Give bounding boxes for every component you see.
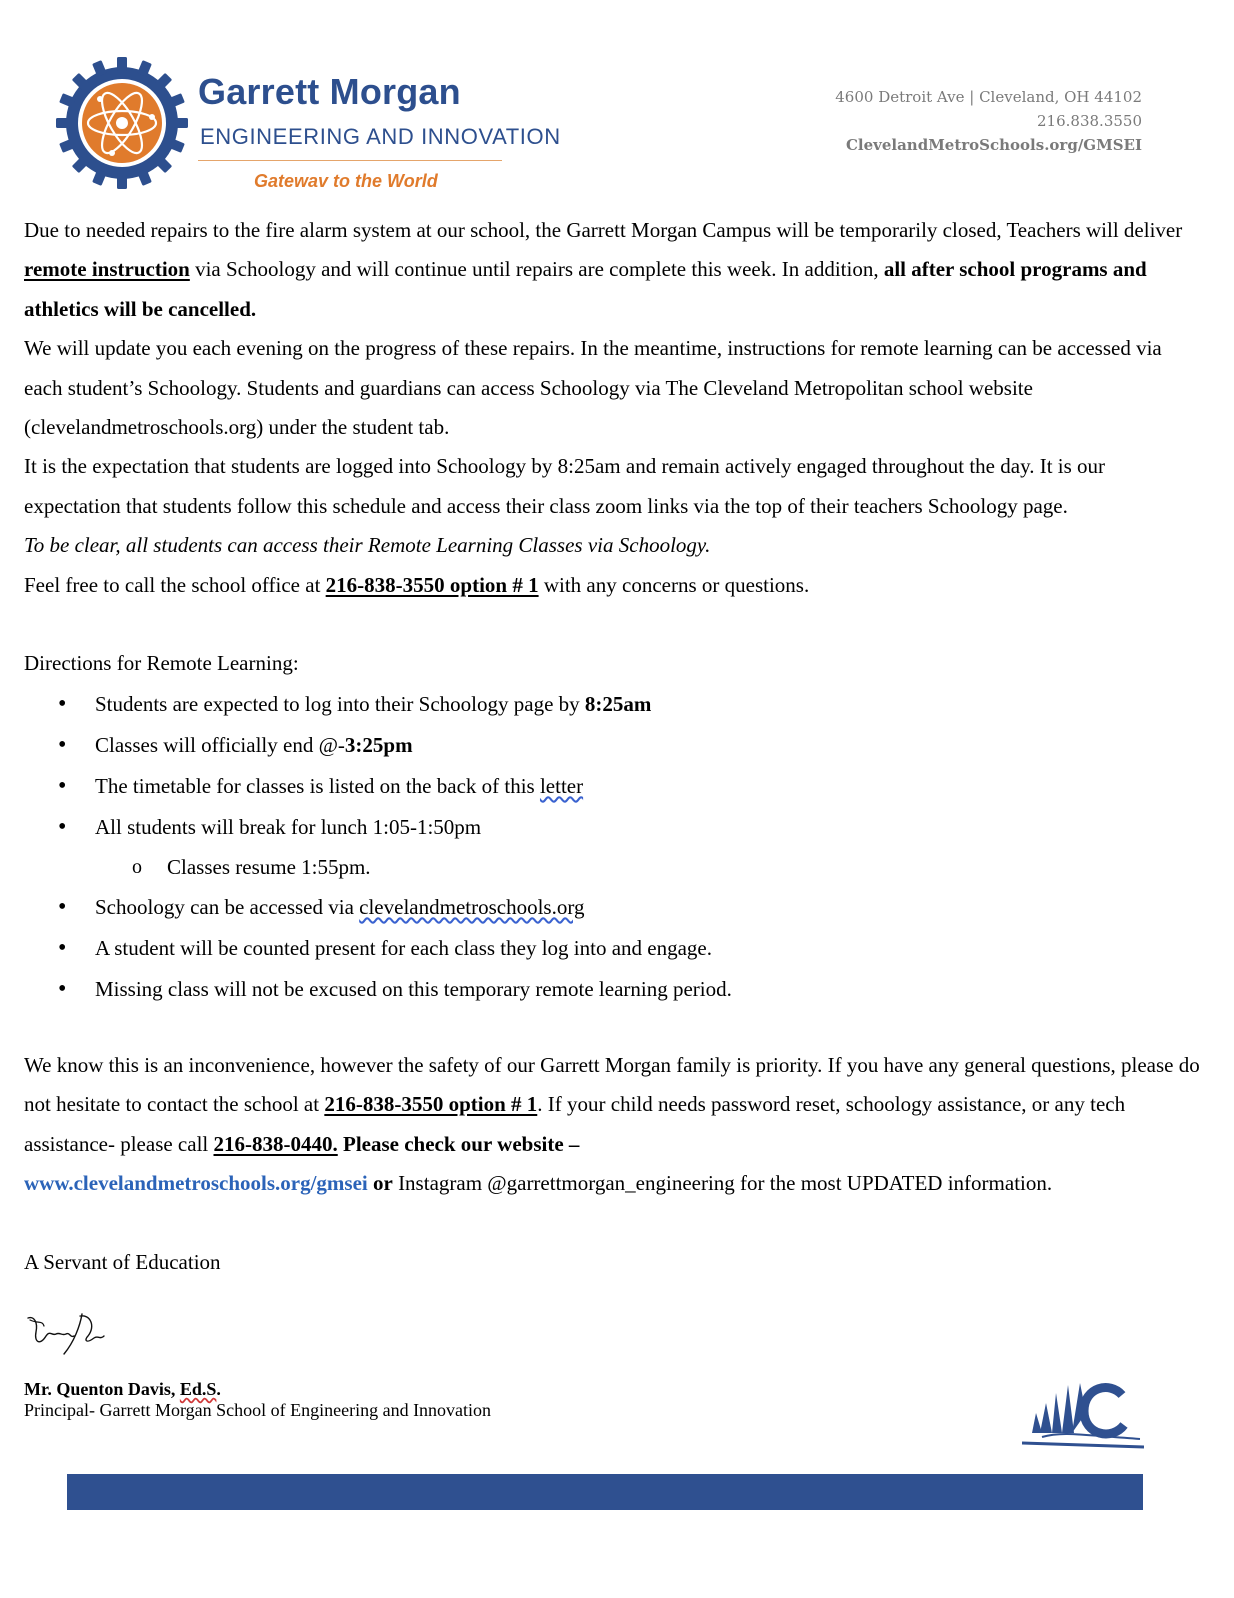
instagram-text: Instagram @garrettmorgan_engineering for the most UPDATED information.	[392, 1171, 1053, 1196]
spacer	[24, 1010, 1204, 1046]
list-item-text: Classes will officially end @-	[95, 732, 345, 757]
spacer	[24, 1203, 1204, 1242]
list-item	[24, 725, 1204, 766]
school-website-link[interactable]: www.clevelandmetroschools.org/gmsei	[24, 1171, 368, 1196]
login-time: 8:25am	[584, 691, 652, 716]
logo-tagline: Gatewav to the World	[254, 171, 438, 191]
intro-text-cont: via Schoology and will continue until repairs are complete this week. In addition,	[189, 257, 884, 282]
letter-word: letter	[539, 773, 584, 798]
salutation: A Servant of Education	[24, 1249, 221, 1274]
cancellation-notice: all after school programs and athletics will be cancelled.	[24, 257, 1147, 321]
letter-body	[24, 211, 1204, 1282]
schoology-site-link[interactable]: clevelandmetroschools.org	[359, 894, 585, 919]
school-phone: 216.838.3550	[1037, 112, 1142, 130]
list-item-text: Students are expected to log into their Schoology page by	[95, 691, 585, 716]
principal-name-text: Mr. Quenton Davis,	[24, 1379, 180, 1399]
list-item	[24, 887, 1204, 928]
period: .	[216, 1379, 221, 1399]
list-item-text: Schoology can be accessed via	[95, 894, 360, 919]
list-item-text: All students will break for lunch 1:05-1:50pm	[95, 814, 482, 839]
website-prompt: Please check our website –	[337, 1131, 580, 1156]
list-item-text: Missing class will not be excused on this temporary remote learning period.	[95, 976, 732, 1001]
directions-list	[24, 684, 1204, 1010]
or-word: or	[367, 1171, 393, 1196]
school-website: ClevelandMetroSchools.org/GMSEI	[845, 136, 1142, 154]
signature-image	[24, 1302, 108, 1360]
school-phone-number: 216-838-3550 option # 1	[324, 1092, 538, 1117]
degree-abbrev: Ed.S	[179, 1379, 217, 1399]
clarification-line	[24, 526, 1204, 565]
list-item-text: The timetable for classes is listed on the back of this	[95, 773, 540, 798]
district-logo-icon	[1022, 1373, 1144, 1451]
logo-divider	[198, 160, 502, 161]
directions-heading: Directions for Remote Learning:	[24, 651, 299, 676]
gear-atom-logo-icon	[55, 56, 189, 190]
closing-text-cont: . If your child needs password reset, schoology assistance, or any tech assistance- please call	[24, 1092, 1126, 1156]
school-name-logo-text: Garrett Morgan	[198, 71, 461, 112]
closing-text: We know this is an inconvenience, however the safety of our Garrett Morgan family is priority. If you have any general questions, please do not hesitate to contact the school at	[24, 1052, 1200, 1117]
footer-bar	[67, 1474, 1143, 1510]
list-item	[24, 684, 1204, 725]
contact-text-cont: with any concerns or questions.	[538, 572, 810, 597]
clarification-text: To be clear, all students can access their Remote Learning Classes via Schoology.	[24, 533, 711, 558]
update-paragraph: We will update you each evening on the progress of these repairs. In the meantime, instructions for remote learning can be accessed via each student’s Schoology. Students and guardians can access Schoology via The Cleveland Metropolitan school website (clevelandmetroschools.org) under the student tab.	[24, 336, 1162, 440]
remote-instruction-emphasis: remote instruction	[24, 257, 190, 282]
end-time: 3:25pm	[344, 732, 413, 757]
list-item-text: A student will be counted present for each class they log into and engage.	[95, 935, 712, 960]
principal-name	[24, 1378, 221, 1400]
list-item	[24, 969, 1204, 1010]
school-address: 4600 Detroit Ave | Cleveland, OH 44102	[835, 88, 1142, 106]
sub-list-item	[24, 848, 1204, 887]
closing-paragraph	[24, 1046, 1204, 1204]
spacer	[24, 605, 1204, 644]
tech-support-phone: 216-838-0440.	[213, 1131, 338, 1156]
school-subtitle-logo-text: ENGINEERING AND INNOVATION	[200, 124, 561, 149]
office-phone-number: 216-838-3550 option # 1	[325, 572, 539, 597]
sub-list-item-text: Classes resume 1:55pm.	[167, 854, 371, 879]
principal-title: Principal- Garrett Morgan School of Engineering and Innovation	[24, 1400, 492, 1420]
list-item	[24, 766, 1204, 807]
intro-text: Due to needed repairs to the fire alarm system at our school, the Garrett Morgan Campus will be temporarily closed, Teachers will deliver	[24, 218, 1183, 242]
intro-paragraph	[24, 211, 1204, 329]
contact-text: Feel free to call the school office at	[24, 572, 326, 597]
expectation-paragraph: It is the expectation that students are logged into Schoology by 8:25am and remain actively engaged throughout the day. It is our expectation that students follow this schedule and access their class zoom links via the top of their teachers Schoology page.	[24, 454, 1106, 518]
list-item	[24, 928, 1204, 969]
contact-paragraph	[24, 566, 1204, 605]
list-item	[24, 807, 1204, 848]
school-contact-block	[835, 85, 1142, 157]
